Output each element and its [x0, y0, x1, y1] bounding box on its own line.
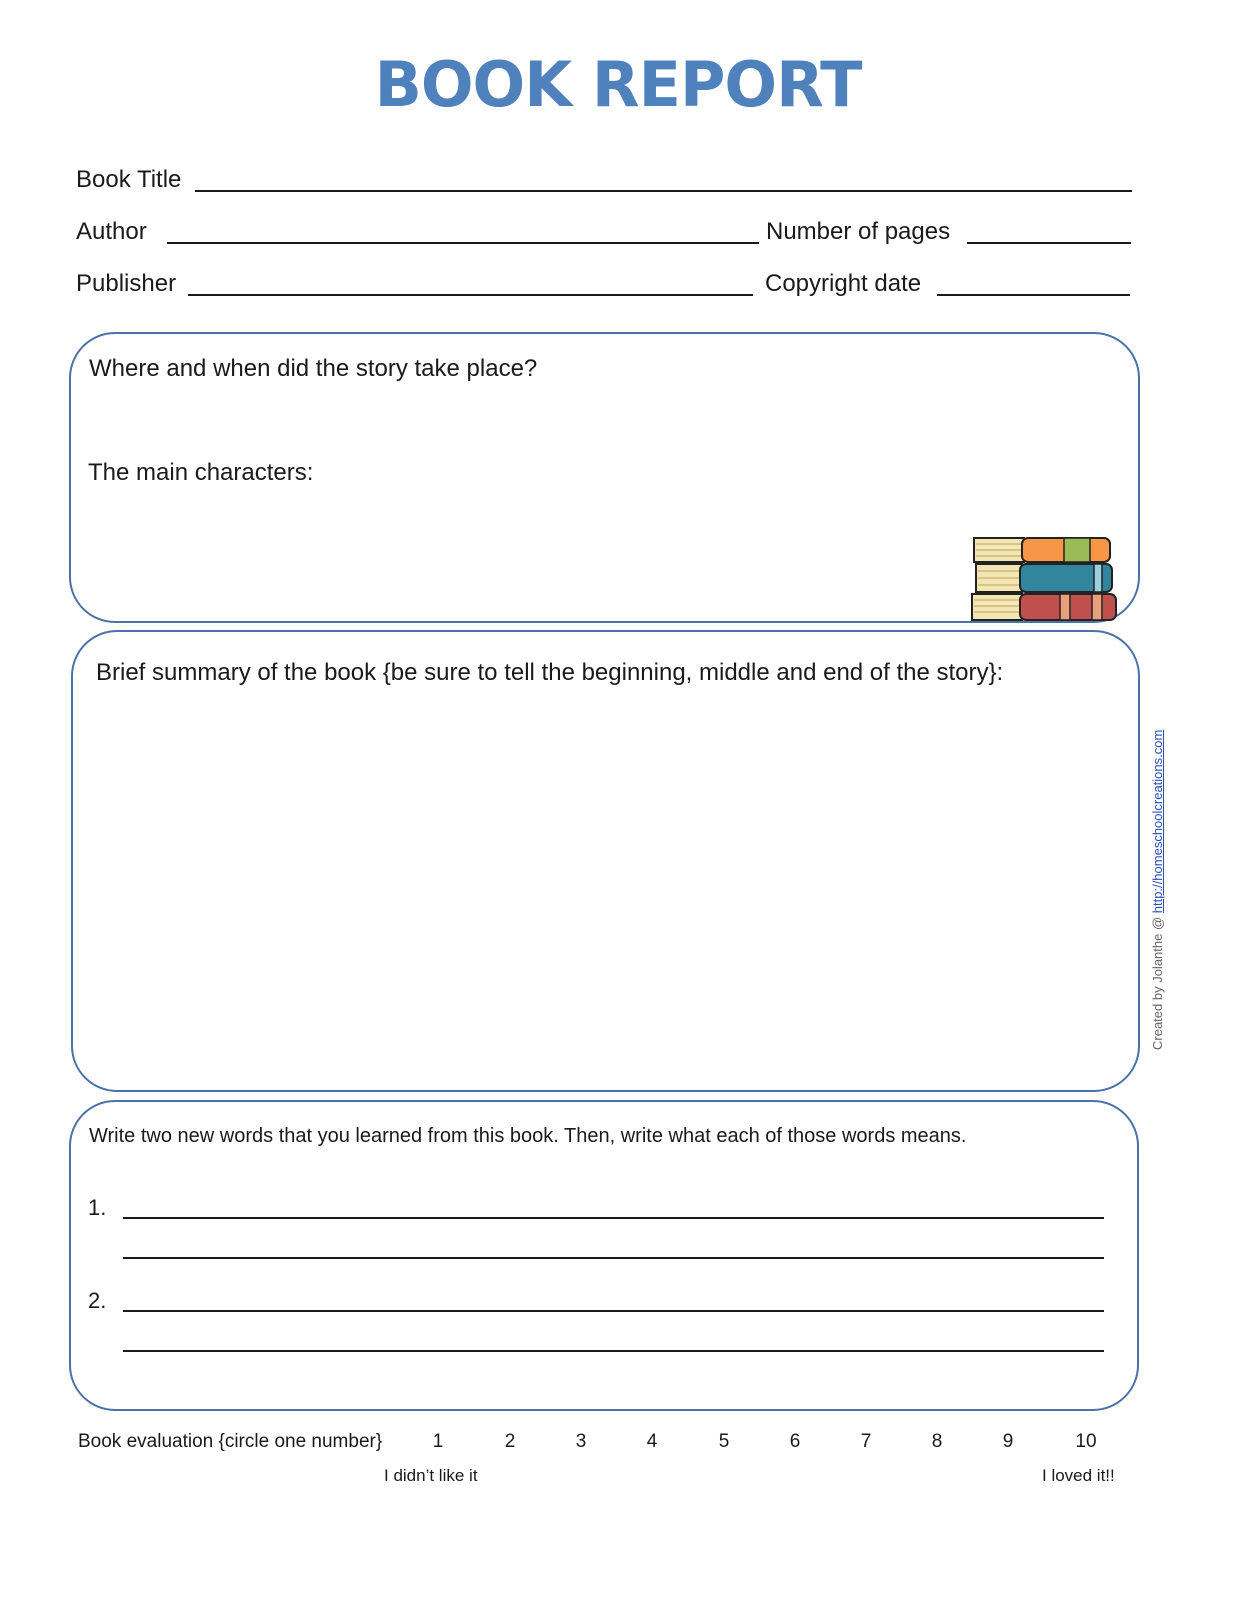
publisher-label: Publisher — [76, 270, 177, 297]
evaluation-label: Book evaluation {circle one number} — [78, 1431, 383, 1452]
publisher-line[interactable] — [188, 294, 753, 296]
high-rating-caption: I loved it!! — [1042, 1466, 1115, 1485]
rating-10[interactable]: 10 — [1075, 1431, 1097, 1452]
word-2-meaning-line[interactable] — [123, 1350, 1104, 1352]
copyright-date-label: Copyright date — [765, 270, 922, 297]
book-title-line[interactable] — [195, 190, 1132, 192]
author-label: Author — [76, 218, 147, 245]
rating-3[interactable]: 3 — [575, 1431, 587, 1452]
author-line[interactable] — [167, 242, 759, 244]
word-1-meaning-line[interactable] — [123, 1257, 1104, 1259]
word-2-number: 2. — [88, 1288, 107, 1313]
rating-4[interactable]: 4 — [646, 1431, 658, 1452]
rating-8[interactable]: 8 — [931, 1431, 943, 1452]
rating-7[interactable]: 7 — [860, 1431, 872, 1452]
summary-prompt: Brief summary of the book {be sure to tell the beginning, middle and end of the story}: — [96, 659, 1004, 686]
rating-9[interactable]: 9 — [1002, 1431, 1014, 1452]
setting-prompt: Where and when did the story take place? — [89, 355, 538, 382]
main-characters-prompt: The main characters: — [88, 459, 314, 486]
credit-link[interactable]: http://homeschoolcreations.com — [1150, 729, 1165, 914]
rating-2[interactable]: 2 — [504, 1431, 516, 1452]
new-words-prompt: Write two new words that you learned from this book. Then, write what each of those words means. — [89, 1125, 967, 1147]
copyright-date-line[interactable] — [937, 294, 1130, 296]
stack-of-books-icon — [964, 532, 1124, 624]
summary-box[interactable] — [71, 630, 1140, 1092]
word-2-line[interactable] — [123, 1310, 1104, 1312]
word-1-line[interactable] — [123, 1217, 1104, 1219]
rating-6[interactable]: 6 — [789, 1431, 801, 1452]
low-rating-caption: I didn’t like it — [384, 1466, 478, 1485]
page-title: BOOK REPORT — [374, 48, 862, 121]
credit-author: Created by Jolanthe @ — [1150, 913, 1165, 1050]
number-of-pages-label: Number of pages — [766, 218, 951, 245]
rating-5[interactable]: 5 — [718, 1431, 730, 1452]
word-1-number: 1. — [88, 1195, 107, 1220]
rating-1[interactable]: 1 — [432, 1431, 444, 1452]
credit-text — [1150, 730, 1165, 1050]
book-title-label: Book Title — [76, 166, 182, 193]
number-of-pages-line[interactable] — [967, 242, 1131, 244]
